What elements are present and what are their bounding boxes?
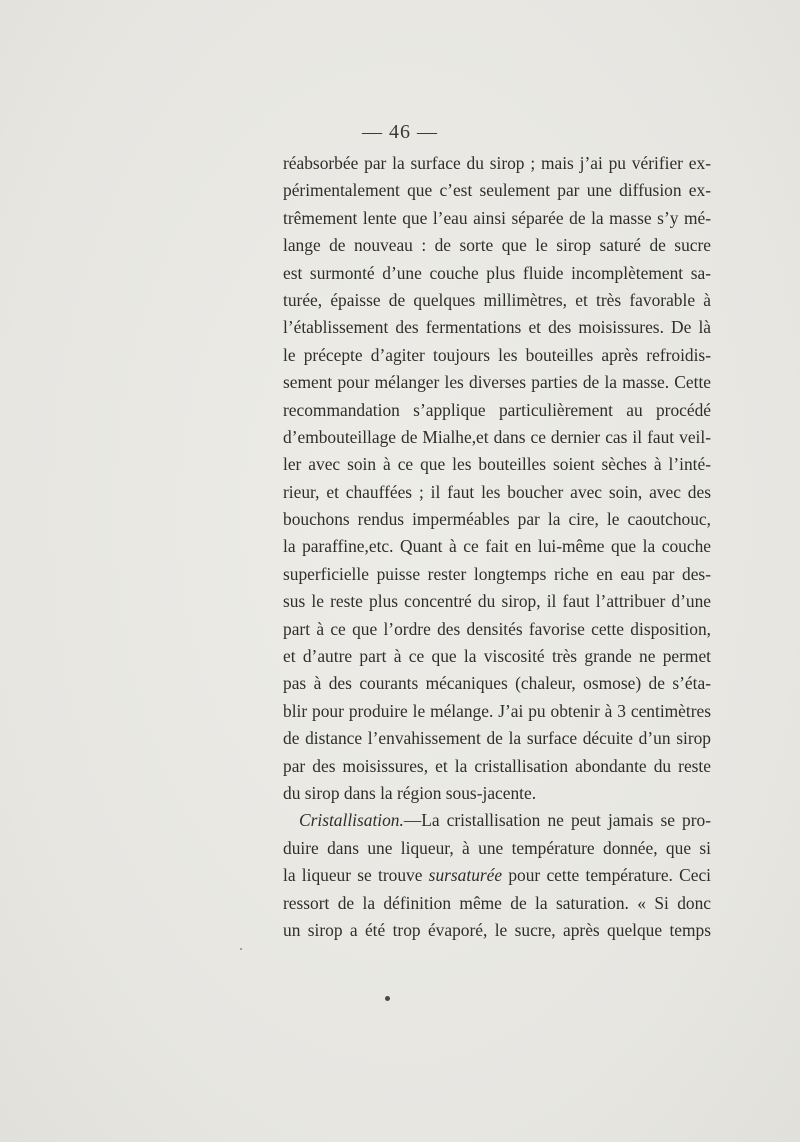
text-line: de distance l’envahissement de la surface décuite d’un sirop xyxy=(283,728,711,749)
body-text xyxy=(283,150,711,944)
section-first-line xyxy=(283,807,711,834)
text-line-with-emphasis: la liqueur se trouve sursaturée pour cette température. Ceci xyxy=(283,865,711,886)
ink-speck xyxy=(385,996,390,1001)
section-heading: Cristallisation. xyxy=(299,810,404,831)
emphasis-word: sursaturée xyxy=(428,865,503,886)
text-line: part à ce que l’ordre des densités favorise cette disposition, xyxy=(283,618,711,639)
text-line: sus le reste plus concentré du sirop, il faut l’attribuer d’une xyxy=(283,591,711,612)
text-line: est surmonté d’une couche plus fluide incomplètement sa- xyxy=(283,262,711,283)
text-line: turée, épaisse de quelques millimètres, et très favorable à xyxy=(283,289,711,310)
text-line: sement pour mélanger les diverses parties de la masse. Cette xyxy=(283,372,711,393)
text-line: ressort de la définition même de la saturation. « Si donc xyxy=(283,892,711,913)
text-line: rieur, et chauffées ; il faut les boucher avec soin, avec des xyxy=(283,481,711,502)
text-line: trêmement lente que l’eau ainsi séparée de la masse s’y mé- xyxy=(283,207,711,228)
page-number: — 46 — xyxy=(362,121,438,143)
section-heading-rest: —La cristallisation ne peut jamais se pro- xyxy=(403,810,711,831)
text-line: blir pour produire le mélange. J’ai pu obtenir à 3 centimètres xyxy=(283,700,711,721)
text-line: réabsorbée par la surface du sirop ; mais j’ai pu vérifier ex- xyxy=(283,153,711,173)
paragraph-last-line: du sirop dans la région sous-jacente. xyxy=(283,782,537,803)
text-line: et d’autre part à ce que la viscosité très grande ne permet xyxy=(283,646,711,667)
ink-speck xyxy=(240,948,242,950)
text-line: d’embouteillage de Mialhe,et dans ce dernier cas il faut veil- xyxy=(283,426,711,447)
text-line: superficielle puisse rester longtemps riche en eau par des- xyxy=(283,563,711,584)
text-line: par des moisissures, et la cristallisation abondante du reste xyxy=(283,755,711,776)
text-line: le précepte d’agiter toujours les bouteilles après refroidis- xyxy=(283,344,711,365)
text-line: la paraffine,etc. Quant à ce fait en lui-même que la couche xyxy=(283,536,711,557)
text-line: bouchons rendus imperméables par la cire, le caoutchouc, xyxy=(283,509,711,530)
text-line: l’établissement des fermentations et des moisissures. De là xyxy=(283,317,711,338)
text-line: duire dans une liqueur, à une température donnée, que si xyxy=(283,837,711,858)
text-line: un sirop a été trop évaporé, le sucre, après quelque temps xyxy=(283,919,711,940)
text-line: pas à des courants mécaniques (chaleur, osmose) de s’éta- xyxy=(283,673,711,694)
text-line: périmentalement que c’est seulement par une diffusion ex- xyxy=(283,180,711,201)
text-line: lange de nouveau : de sorte que le sirop saturé de sucre xyxy=(283,235,711,256)
text-line: ler avec soin à ce que les bouteilles soient sèches à l’inté- xyxy=(283,454,711,475)
text-line: recommandation s’applique particulièrement au procédé xyxy=(283,399,711,420)
